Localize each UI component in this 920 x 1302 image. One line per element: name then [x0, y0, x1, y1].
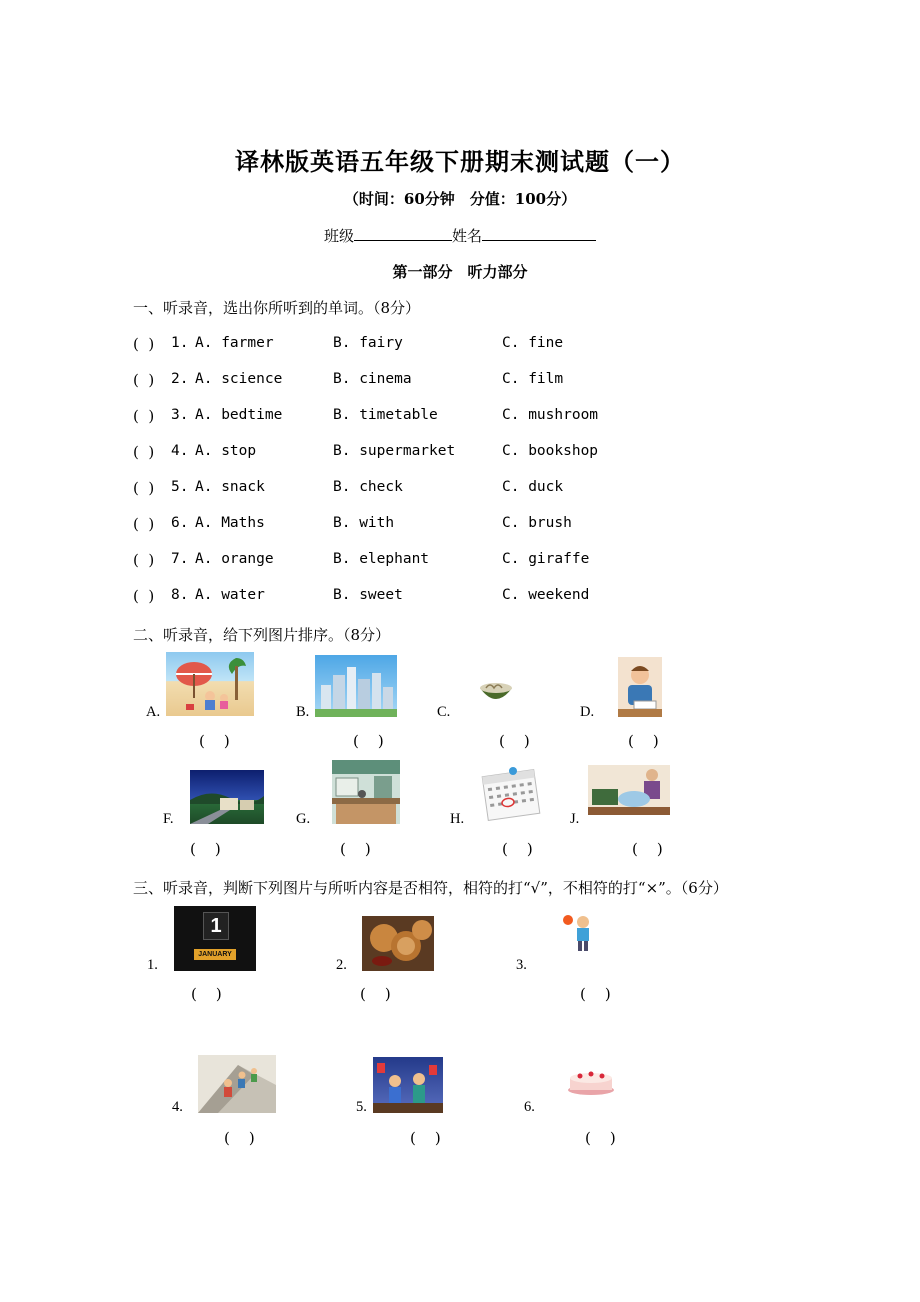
january-calendar-picture-icon: [174, 906, 256, 971]
option-b[interactable]: B. sweet: [333, 587, 403, 603]
page-title: 译林版英语五年级下册期末测试题（一）: [235, 147, 685, 176]
answer-blank[interactable]: ( ): [133, 479, 155, 497]
calendar-day-number: 1: [203, 912, 229, 940]
answer-blank[interactable]: ( ): [360, 985, 391, 1003]
answer-blank[interactable]: ( ): [133, 335, 155, 353]
answer-blank[interactable]: ( ): [410, 1129, 441, 1147]
answer-blank[interactable]: ( ): [499, 732, 530, 750]
beach-picture-icon: [166, 652, 254, 716]
option-a[interactable]: A. Maths: [195, 515, 265, 531]
picture-label: F.: [163, 811, 174, 827]
reading-boy-picture-icon: [618, 657, 662, 717]
name-blank[interactable]: [482, 226, 596, 241]
question-number: 6.: [171, 515, 189, 531]
question-number: 5.: [171, 479, 189, 495]
question-number: 7.: [171, 551, 189, 567]
section3-heading: 三、听录音，判断下列图片与所听内容是否相符，相符的打“√”，不相符的打“×”。（6分）: [133, 879, 728, 897]
question-row: [133, 443, 833, 465]
option-c[interactable]: C. bookshop: [502, 443, 599, 459]
question-number: 1.: [171, 335, 189, 351]
question-row: [133, 407, 833, 429]
option-a[interactable]: A. orange: [195, 551, 274, 567]
picture-label: G.: [296, 811, 311, 827]
question-row: [133, 335, 833, 357]
option-b[interactable]: B. with: [333, 515, 395, 531]
class-blank[interactable]: [354, 226, 452, 241]
option-b[interactable]: B. timetable: [333, 407, 438, 423]
answer-blank[interactable]: ( ): [133, 443, 155, 461]
festival-picture-icon: [373, 1057, 443, 1113]
option-b[interactable]: B. elephant: [333, 551, 430, 567]
question-number: 2.: [171, 371, 189, 387]
question-row: [133, 479, 833, 501]
picture-label: 4.: [172, 1099, 183, 1115]
answer-blank[interactable]: ( ): [199, 732, 230, 750]
option-a[interactable]: A. water: [195, 587, 265, 603]
climbing-mountain-picture-icon: [198, 1055, 276, 1113]
option-a[interactable]: A. farmer: [195, 335, 274, 351]
section1-heading: 一、听录音，选出你所听到的单词。（8分）: [133, 299, 421, 317]
class-label: 班级: [323, 227, 354, 245]
answer-blank[interactable]: ( ): [502, 840, 533, 858]
night-town-picture-icon: [190, 770, 264, 824]
answer-blank[interactable]: ( ): [585, 1129, 616, 1147]
answer-blank[interactable]: ( ): [133, 587, 155, 605]
option-c[interactable]: C. duck: [502, 479, 564, 495]
option-b[interactable]: B. fairy: [333, 335, 403, 351]
section2-heading: 二、听录音，给下列图片排序。（8分）: [133, 626, 391, 644]
option-b[interactable]: B. check: [333, 479, 403, 495]
student-info-line: [0, 225, 920, 246]
picture-label: 2.: [336, 957, 347, 973]
calendar-month: JANUARY: [194, 949, 236, 960]
picture-label: A.: [146, 704, 161, 720]
option-b[interactable]: B. supermarket: [333, 443, 456, 459]
washing-clothes-picture-icon: [588, 765, 670, 815]
kitchen-picture-icon: [332, 760, 400, 824]
answer-blank[interactable]: ( ): [133, 371, 155, 389]
picture-label: B.: [296, 704, 310, 720]
option-c[interactable]: C. weekend: [502, 587, 590, 603]
picture-label: 6.: [524, 1099, 535, 1115]
question-number: 4.: [171, 443, 189, 459]
option-c[interactable]: C. brush: [502, 515, 572, 531]
exam-info: （时间：60分钟 分值：100分）: [343, 190, 577, 208]
question-row: [133, 587, 833, 609]
answer-blank[interactable]: ( ): [133, 515, 155, 533]
answer-blank[interactable]: ( ): [224, 1129, 255, 1147]
question-row: [133, 371, 833, 393]
cake-picture-icon: [566, 1066, 616, 1096]
picture-label: D.: [580, 704, 595, 720]
question-row: [133, 515, 833, 537]
answer-blank[interactable]: ( ): [190, 840, 221, 858]
answer-blank[interactable]: ( ): [580, 985, 611, 1003]
answer-blank[interactable]: ( ): [353, 732, 384, 750]
option-a[interactable]: A. science: [195, 371, 283, 387]
bowl-picture-icon: [476, 676, 516, 706]
answer-blank[interactable]: ( ): [133, 407, 155, 425]
calendar-picture-icon: [479, 765, 543, 823]
picture-label: 3.: [516, 957, 527, 973]
picture-label: H.: [450, 811, 465, 827]
option-a[interactable]: A. snack: [195, 479, 265, 495]
boy-sun-picture-icon: [558, 910, 598, 954]
option-c[interactable]: C. fine: [502, 335, 564, 351]
answer-blank[interactable]: ( ): [340, 840, 371, 858]
part-title: 第一部分 听力部分: [392, 263, 528, 281]
picture-label: J.: [570, 811, 580, 827]
city-picture-icon: [315, 655, 397, 717]
picture-label: 1.: [147, 957, 158, 973]
option-b[interactable]: B. cinema: [333, 371, 412, 387]
name-label: 姓名: [452, 227, 483, 245]
answer-blank[interactable]: ( ): [628, 732, 659, 750]
option-a[interactable]: A. stop: [195, 443, 257, 459]
answer-blank[interactable]: ( ): [191, 985, 222, 1003]
option-c[interactable]: C. film: [502, 371, 564, 387]
question-number: 8.: [171, 587, 189, 603]
option-c[interactable]: C. giraffe: [502, 551, 590, 567]
question-row: [133, 551, 833, 573]
mooncake-picture-icon: [362, 916, 434, 971]
answer-blank[interactable]: ( ): [632, 840, 663, 858]
picture-label: 5.: [356, 1099, 367, 1115]
option-c[interactable]: C. mushroom: [502, 407, 599, 423]
answer-blank[interactable]: ( ): [133, 551, 155, 569]
option-a[interactable]: A. bedtime: [195, 407, 283, 423]
picture-label: C.: [437, 704, 451, 720]
question-number: 3.: [171, 407, 189, 423]
